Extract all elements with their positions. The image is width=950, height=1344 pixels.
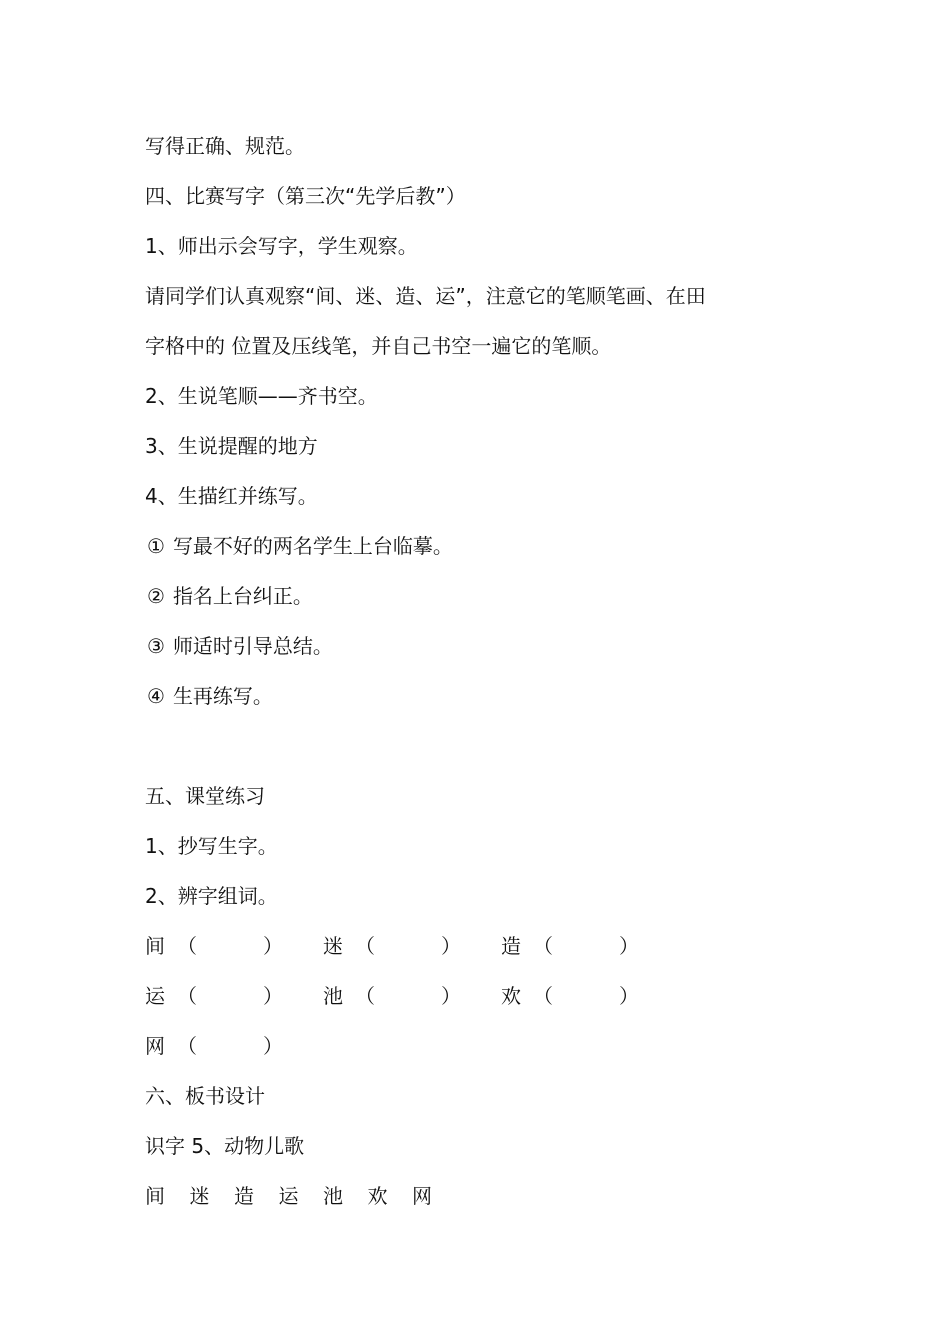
board-char: 间 xyxy=(145,1184,165,1208)
word-fill-cell xyxy=(501,932,679,960)
close-paren: ） xyxy=(441,934,461,958)
word-fill-row xyxy=(145,932,825,960)
word-fill-cell xyxy=(501,982,679,1010)
close-paren: ） xyxy=(263,1034,283,1058)
close-paren: ） xyxy=(619,984,639,1008)
close-paren: ） xyxy=(263,934,283,958)
text-line: 2、生说笔顺——齐书空。 xyxy=(145,384,378,408)
circled-number: ① xyxy=(147,534,165,558)
word-fill-cell xyxy=(145,1032,323,1060)
word-fill-cell xyxy=(145,982,323,1010)
close-paren: ） xyxy=(619,934,639,958)
circled-number: ④ xyxy=(147,684,165,708)
open-paren: （ xyxy=(533,984,553,1008)
text-line: 2、辨字组词。 xyxy=(145,884,278,908)
text-line: 请同学们认真观察“间、迷、造、运”，注意它的笔顺笔画、在田 xyxy=(145,284,706,308)
word-fill-cell xyxy=(145,932,323,960)
fill-char: 运 xyxy=(145,984,165,1008)
section-heading-4: 四、比赛写字（第三次“先学后教”） xyxy=(145,184,466,208)
step-item xyxy=(145,632,825,660)
text-line: 4、生描红并练写。 xyxy=(145,484,318,508)
circled-number: ② xyxy=(147,584,165,608)
board-char: 欢 xyxy=(367,1184,388,1208)
fill-char: 池 xyxy=(323,984,343,1008)
close-paren: ） xyxy=(263,984,283,1008)
open-paren: （ xyxy=(177,984,197,1008)
step-text: 生再练写。 xyxy=(172,684,273,708)
step-text: 指名上台纠正。 xyxy=(172,584,313,608)
document-content xyxy=(145,132,825,1210)
fill-char: 迷 xyxy=(323,934,343,958)
open-paren: （ xyxy=(355,984,375,1008)
board-char: 运 xyxy=(278,1184,299,1208)
circled-number: ③ xyxy=(147,634,165,658)
open-paren: （ xyxy=(533,934,553,958)
board-title: 识字 5、动物儿歌 xyxy=(145,1134,305,1158)
board-characters xyxy=(145,1182,825,1210)
step-item xyxy=(145,532,825,560)
open-paren: （ xyxy=(355,934,375,958)
text-line: 字格中的 位置及压线笔，并自己书空一遍它的笔顺。 xyxy=(145,334,612,358)
step-item xyxy=(145,582,825,610)
fill-char: 间 xyxy=(145,934,165,958)
open-paren: （ xyxy=(177,934,197,958)
text-line: 1、抄写生字。 xyxy=(145,834,278,858)
word-fill-row xyxy=(145,1032,825,1060)
blank-line xyxy=(145,732,825,760)
board-char: 池 xyxy=(323,1184,343,1208)
step-text: 写最不好的两名学生上台临摹。 xyxy=(172,534,453,558)
fill-char: 造 xyxy=(501,934,521,958)
section-heading-6: 六、板书设计 xyxy=(145,1084,265,1108)
step-item xyxy=(145,682,825,710)
word-fill-row xyxy=(145,982,825,1010)
word-fill-cell xyxy=(323,982,501,1010)
board-char: 网 xyxy=(412,1184,432,1208)
open-paren: （ xyxy=(177,1034,197,1058)
fill-char: 欢 xyxy=(501,984,521,1008)
text-line: 3、生说提醒的地方 xyxy=(145,434,318,458)
step-text: 师适时引导总结。 xyxy=(172,634,333,658)
close-paren: ） xyxy=(441,984,461,1008)
board-char: 迷 xyxy=(189,1184,210,1208)
text-line: 写得正确、规范。 xyxy=(145,134,305,158)
text-line: 1、师出示会写字，学生观察。 xyxy=(145,234,418,258)
section-heading-5: 五、课堂练习 xyxy=(145,784,265,808)
word-fill-cell xyxy=(323,932,501,960)
board-char: 造 xyxy=(234,1184,254,1208)
fill-char: 网 xyxy=(145,1034,165,1058)
